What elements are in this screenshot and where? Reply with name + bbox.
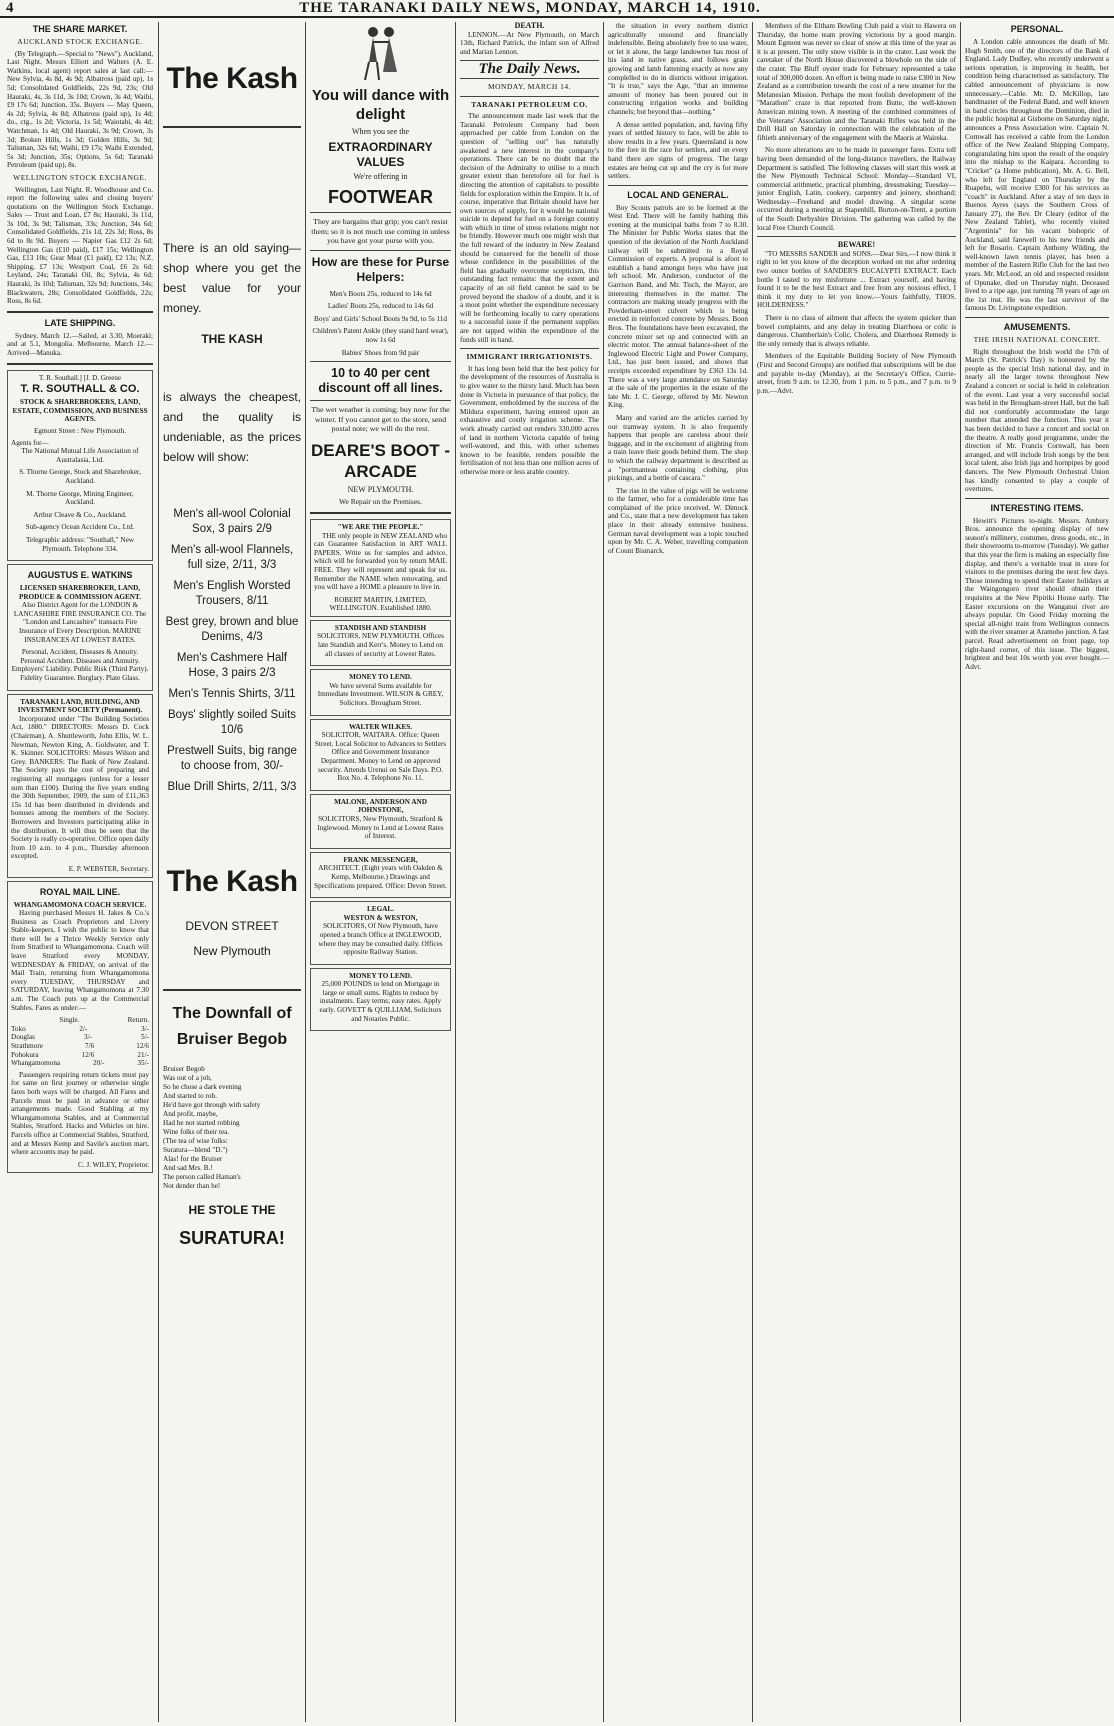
price-item: Men's all-wool Flannels, full size, 2/11, 3/3 <box>170 544 294 571</box>
irrigation-heading: IMMIGRANT IRRIGATIONISTS. <box>466 352 593 362</box>
column-rule <box>158 22 159 1722</box>
royal-mail-advert <box>7 881 153 1174</box>
devon-street: DEVON STREET <box>185 919 279 933</box>
column-local-news-continued <box>754 22 959 1722</box>
column-rule <box>960 22 961 1722</box>
irrigation-article: It has long been held that the best policy for the development of the resources of Australia is to give water to the thirsty land. Much has been done in Victoria in pursuance of that policy, the Government, emboldened by the success of the Mildura experiment, having entered upon an exhaustive and costly irrigation scheme. The work already carried out renders 330,000 acres of land in northern Victoria capable of being well-watered, and this, with other schemes known to be feasible, renders possible the fertilisation of not less than one million acres of otherwise more or less arable country. <box>460 364 599 476</box>
agent-item: Arthur Cleave & Co., Auckland. <box>33 510 127 519</box>
building-society-text: Incorporated under "The Building Societies Act, 1880." DIRECTORS: Messrs D. Cock (Chairman), A. Shuttleworth, John Ellis, W. L. Newman, Newton King, A. Goldwater, and T. K. Skinner. SOLICITORS: Messrs Wilson and Grey. BANKERS: The Bank of New Zealand. The Society pays the cost of preparing and registering all mortgages (unless for a lesser sum than £100). During the five years ending the 30th September, 1909, the sum of £11,363 15s 1d has been distributed in dividends and bonuses among the members of the Society. Borrowers and Investors participating alike in the distribution. It will thus be seen that the Society is really co-operative. Office open daily from 10 a.m. to 4 p.m., Thursday afternoon excepted. <box>11 714 149 861</box>
fares-header: Single. Return. <box>59 1016 149 1025</box>
royal-mail-subheading: WHANGAMOMONA COACH SERVICE. <box>13 900 147 909</box>
column-share-market <box>4 22 156 1722</box>
watkins-list: Personal, Accident, Diseases & Annuity. Personal Accident. Diseases and Annuity. Employers' Liability. Public Risk (Third Party). Fidelity Guarantee. Burglary. Plate Glass. <box>11 648 149 683</box>
price-item: Prestwell Suits, big range to choose from, 30/- <box>167 745 297 772</box>
offering-text: We're offering in <box>353 171 408 181</box>
kash-title-2: The Kash <box>166 865 298 898</box>
building-society-name: TARANAKI LAND, BUILDING, AND INVESTMENT SOCIETY (Permanent). <box>17 697 143 715</box>
discount-text: 10 to 40 per cent discount off all lines. <box>318 366 443 396</box>
agent-item: The National Mutual Life Association of Australasia, Ltd. <box>21 447 139 464</box>
southall-address: Egmont Street : New Plymouth. <box>33 426 127 435</box>
interesting-items-text: Hewitt's Pictures to-night. Messrs. Ambury Bros. announce the opening display of new season's millinery, costumes, dress goods, etc., in their showrooms to-morrow (Tuesday). We gather that this year the firm is making an especially fine display, and there's a veritable treat in store for visitors to the premises during the next few days. Those intending to spend their Easter holidays at the Waingongoro river should obtain their requisites at the New Pipiriki House early. The Easter excursions on the Wanganui river are always popular. On Good Friday morning the special all-night train from Wellington connects with the river steamer at Aramoho junction. A fast parcel. Read advertisement on front page, top right-hand corner, of this issue. The biggest, brightest and best 10s worth you ever bought.—Advt. <box>965 516 1109 671</box>
divider <box>460 96 599 97</box>
divider <box>965 498 1109 499</box>
divider <box>608 185 748 186</box>
kash-title: The Kash <box>166 62 298 95</box>
old-saying: There is an old saying—shop where you get the best value for your money. <box>163 241 301 315</box>
legal-heading: LEGAL. <box>367 905 394 914</box>
malone-text: SOLICITORS, New Plymouth, Stratford & Inglewood. Money to Lend at Lowest Rates of Interest. <box>317 814 444 841</box>
personal-heading: PERSONAL. <box>1010 24 1064 34</box>
extraordinary-values: EXTRAORDINARY VALUES <box>328 139 433 169</box>
share-market-heading: THE SHARE MARKET. <box>32 24 128 34</box>
divider <box>7 311 153 313</box>
building-society-signature: E. P. WEBSTER, Secretary. <box>68 864 149 873</box>
watkins-description: LICENSED SHAREBROKER, LAND, PRODUCE & COMMISSION AGENT. <box>18 584 142 601</box>
divider <box>460 78 599 79</box>
column-rule <box>455 22 456 1722</box>
local-news-text-2: No more alterations are to be made in passenger fares. Extra toll having been demanded of the long-distance travellers, the Railway Department is satisfied. The following classes will start this week at the New Plymouth Technical School: Monday—Standard VI, commercial arithmetic, practical plumbing, dressmaking; Tuesday—junior English, Latin, cookery, carpentry and joinery, shorthand; Wednesday—Freehand and model drawing. A singular scene occurred during a meeting at Stapenhill, Burton-on-Trent, a portion of the South Derbyshire Division. The gathering was called by the local Free Church Council. <box>757 146 956 232</box>
suratura-text: SURATURA! <box>179 1228 285 1248</box>
amusements-text: Right throughout the Irish world the 17th of March (St. Patrick's Day) is honoured by the people as the special Irish national day, and in nearly all the larger towns throughout New Zealand a concert or social is held in celebration of the event. Last year a very successful social was held in the Brougham-street Hall, but the hall did not comfortably accommodate the large number that attended the function. This year it has been decided to have a concert and social on the theatre. A really good programme, under the direction of Mr. Francis Cornwall, has been arranged, and will include Irish songs by the best local talent, also Irish jigs and hornpipes by good dancers. The New Plymouth Orchestral Union has kindly consented to play a couple of overtures. <box>965 347 1109 494</box>
wilkes-name: WALTER WILKES. <box>348 722 413 731</box>
stole-text: HE STOLE THE <box>188 1203 276 1217</box>
watkins-name: AUGUSTUS E. WATKINS <box>27 570 133 581</box>
money-heading: MONEY TO LEND. <box>349 673 412 682</box>
wall-papers-text: THE only people in NEW ZEALAND who can Guarantee Satisfaction in ART WALL PAPERS. Write us for samples and advice, which will be forwarded you by return MAIL FREE. They will represent and speak for us. Remember the NAME when renovating, and you will have a HOME a pleasure to live in. <box>314 531 447 592</box>
see-text: When you see the <box>351 127 410 136</box>
price-item: Men's Cashmere Half Hose, 3 pairs 2/3 <box>176 652 288 679</box>
money-text-2: 25,000 POUNDS to lend on Mortgage in large or small sums. Rights to reduce by instalments. Easy terms; easy rates. Apply early. GOVETT & QUILLIAM, Solicitors and Notaries Public. <box>319 980 442 1023</box>
boot-price: Boys' and Girls' School Boots 9s 9d, to 5s 11d <box>314 314 447 323</box>
messenger-advert <box>310 852 451 898</box>
divider <box>310 250 451 251</box>
page-number: 4 <box>6 0 15 16</box>
weston-text: SOLICITORS, Of New Plymouth, have opened a branch Office at INGLEWOOD, where they may be consulted daily. Offices opposite Railway Station. <box>318 922 443 957</box>
money-to-lend-advert-2 <box>310 968 451 1032</box>
deares-location: NEW PLYMOUTH. <box>347 484 414 494</box>
price-item: Men's Tennis Shirts, 3/11 <box>168 688 296 700</box>
money-to-lend-advert <box>310 669 451 715</box>
kash-word: THE KASH <box>201 332 263 346</box>
irrigation-continued-2: A dense settled population, and, having fifty years of settled history to face, will be able to show results in a few years. Queensland is now to the fore in the race for settlers, and on every hand there are signs of progress. The large estates are being cut up and the cry is for more settlers. <box>608 120 748 181</box>
agent-item: Sub-agency Ocean Accident Co., Ltd. <box>25 523 135 532</box>
money-heading-2: MONEY TO LEND. <box>349 971 412 980</box>
shipping-heading: LATE SHIPPING. <box>44 317 116 328</box>
begob-poem: Bruiser Begob Was out of a job, So he chose a dark evening And started to rob. He'd have got through with safety And profit, maybe, Had he not started robbing Wine folks of their tea. (The tea of wise folks: Suratura—blend "D.") Alas! for the Bruiser And sad Mrs. B.! The person called Haman's Not dender than he! <box>163 1065 261 1190</box>
messenger-text: ARCHITECT. (Eight years with Oakden & Kemp, Melbourne.) Drawings and Specifications prepared. Office: Devon Street. <box>314 864 447 890</box>
repair-text: We Repair on the Premises. <box>339 497 422 507</box>
dancing-couple-illustration <box>351 22 411 82</box>
fare-row: Whangamomona 20/- 35/- <box>11 1059 149 1068</box>
column-rule <box>603 22 604 1722</box>
price-item: Best grey, brown and blue Denims, 4/3 <box>165 616 299 643</box>
price-list <box>163 507 301 795</box>
petroleum-heading: TARANAKI PETROLEUM CO. <box>471 99 588 109</box>
column-rule <box>305 22 306 1722</box>
divider <box>310 212 451 213</box>
death-heading: DEATH. <box>514 22 545 30</box>
wall-papers-advert <box>310 519 451 617</box>
dance-headline: You will dance with delight <box>311 87 450 123</box>
building-society-advert <box>7 694 153 878</box>
wilkes-text: SOLICITOR, WAITARA. Office: Queen Street. Local Solicitor to Advances to Settlers Office and Government Insurance Department. Money to Lend on approved security. Attends Urenui on Sale Days. P.O. Box No. 4. Telephone No. 11. <box>314 731 447 783</box>
southall-firm: T. R. SOUTHALL & CO. <box>20 383 140 396</box>
fare-row: Toko 2/- 3/- <box>11 1024 149 1033</box>
wall-papers-signature: ROBERT MARTIN, LIMITED, WELLINGTON. Established 1880. <box>329 595 432 613</box>
bargains-text: They are bargains that grip; you can't resist them; so it is not much use coming in unless you have got your purse with you. <box>311 217 450 246</box>
cheapest-text: is always the cheapest, and the quality is undeniable, as the prices below will show: <box>163 390 301 464</box>
newspaper-title: THE TARANAKI DAILY NEWS, MONDAY, MARCH 14, 1910. <box>299 0 761 16</box>
boot-price: Babies' Shoes from 9d pair <box>341 348 420 357</box>
agents-label: Agents for— <box>11 438 49 447</box>
weston-name: WESTON & WESTON, <box>343 913 418 922</box>
column-rule <box>752 22 753 1722</box>
purse-helpers-heading: How are these for Purse Helpers: <box>311 254 450 284</box>
column-kash-advert <box>160 22 304 1722</box>
royal-mail-text: Having purchased Messrs H. Jakes & Co.'s Business as Coach Proprietors and Livery Stable-keepers, I wish the public to know that there will be a Thrice Weekly Service only from Stratford to Whangamomona. Coach will leave Stratford every MONDAY, WEDNESDAY & FRIDAY, on arrival of the Mail Train, returning from Whangamomona every TUESDAY, THURSDAY and SATURDAY, leaving Whangamomona at 7.30 a.m. The Coach puts up at the Commercial Stables. Fares as under:— <box>11 909 149 1012</box>
royal-mail-signature: C. J. WILEY, Proprietor. <box>77 1160 149 1169</box>
beware-heading: BEWARE! <box>837 240 876 250</box>
standish-advert <box>310 620 451 666</box>
paper-nameplate: The Daily News. <box>478 61 581 78</box>
price-item: Men's English Worsted Trousers, 8/11 <box>173 580 291 607</box>
wall-papers-heading: "WE ARE THE PEOPLE." <box>337 522 424 531</box>
royal-mail-text-2: Passengers requiring return tickets must pay for same on first journey or otherwise single fares both ways will be charged. All Fares and Parcels must be paid in advance or other arrangements made. Good Stabling at my Whangamomona Stables, and at Commercial Stables, Stratford. Hacks and Vehicles on hire. Parcels office at Commercial Stables, Stratford, and at Messrs Kemp and Savile's auction mart, where accounts may be paid. <box>11 1070 149 1157</box>
petroleum-article: The announcement made last week that the Taranaki Petroleum Company had been approached per cable from London on the question of "selling out" has naturally awakened a new interest in the company's operations. There can be no doubt that the decision of the Admiralty to utilise to a much greater extent than heretofore oil for fuel is directing the attention of capitalists to possible fields for exploration within the Empire. It is, of course, imperative that Britain should have her own sources of supply, for it would be national suicide to depend for fuel on a foreign country with which in time of stress relations might not be friendly. However much one might wish that the full reward of the industry in New Zealand should be conserved for the benefit of those whose confidence in the possibilities of the field has gradually overcome scepticism, this outstanding fact remains: that the extent and capacity of an oil field cannot be said to be proved beyond the shadow of a doubt, and it is a moot point whether the expenditure necessary will be forthcoming locally to carry operations to a successful issue if the permanent supplies are not tapped within the expenditure of the funds still in hand. <box>460 112 599 344</box>
death-notice: LENNON.—At New Plymouth, on March 13th, Richard Patrick, the infant son of Alfred and Marian Lennon. <box>460 30 599 56</box>
wet-weather-text: The wet weather is coming; buy now for the winter. If you cannot get to the store, send postal note; we will do the rest. <box>311 405 450 434</box>
standish-text: SOLICITORS, NEW PLYMOUTH. Offices late Standish and Kerr's. Money to Lend on all classes of security at Lowest Rates. <box>317 632 444 658</box>
money-text: We have several Sums available for Immediate Investment. WILSON & GREY, Solicitors. Brougham Street. <box>317 681 444 708</box>
beware-text: "TO MESSRS SANDER and SONS.—Dear Sirs,—I now think it right to let you know of the deception worked on me after ordering two ounce bottles of SANDER'S EUCALYPTI EXTRACT. Each bottle I tasted to my misfortune ... Extract yourself, and having found it to be the best Extract and free from any noxious effect, I think it my duty to let you know.—Yours faithfully, THOS. HOLDERNESS." <box>757 249 956 310</box>
divider <box>310 512 451 514</box>
agent-item: M. Thorne George, Mining Engineer, Auckland. <box>26 489 134 507</box>
southall-names: T. R. Southall.] [J. D. Greene <box>39 373 121 382</box>
irish-concert-heading: THE IRISH NATIONAL CONCERT. <box>973 335 1101 344</box>
shipping-report: Sydney, March 12.—Sailed, at 3.30, Moeraki; and at 5.1, Mongolia. Melbourne, March 12.—Arrived—Manuka. <box>7 331 153 357</box>
wellington-report: Wellington, Last Night. R. Woodhouse and Co. report the following sales and closing buyers' quotations on the Wellington Stock Exchange. Sales — Trust and Loan, £7 8s; Hauraki, 3s 11d, 3s 10d, 3s 9d; Talisman, 33s; Junction, 34s 6d; Consolidated Goldfields, 21s 1d, 22s 3d; Ross, 8s 6d to 8s 9d. Buyers — Napier Gas £12 2s 6d; Wellington Gas (£10 paid), £17 15s; Wellington Gas, £13 10s; Gear Meat (£1 paid), £2 13s; N.Z. Shipping, £7 13s; Westport Coal, £6 2s 6d; Leyland, 24s; Taranaki Oil, 8s; Sylvia, 4s 6d; Hauraki, 3s 10d; Talisman, 32s 9d; Junctions, 34s; Blackwaters, 28s; Consolidated Goldfields, 22s; Ross, 8s 6d. <box>7 185 153 306</box>
watkins-text: Also District Agent for the LONDON & LANCASHIRE FIRE INSURANCE CO. The "London and Lancashire" transacts Fire Insurance of Every Description. MARINE INSURANCES AT LOWEST RATES. <box>13 601 147 644</box>
wellington-subheading: WELLINGTON STOCK EXCHANGE. <box>13 172 147 182</box>
wilkes-advert <box>310 719 451 791</box>
column-local-news <box>605 22 751 1722</box>
column-editorial <box>457 22 602 1722</box>
divider <box>163 126 301 128</box>
price-item: Boys' slightly soiled Suits 10/6 <box>167 709 297 736</box>
agent-item: S. Thorne George, Stock and Sharebroker, Auckland. <box>19 468 141 485</box>
amusements-heading: AMUSEMENTS. <box>1003 322 1071 332</box>
royal-mail-name: ROYAL MAIL LINE. <box>39 886 121 897</box>
column-deares-advert <box>307 22 454 1722</box>
new-plymouth: New Plymouth <box>193 944 271 958</box>
auckland-report: (By Telegraph.—Special to "News"). Auckland, Last Night. Messrs Elliott and Walters (A. E. Watkins, local agent) report sales at last call:—New Sylvia, 4s 8d, 4s 9d; Albatross (paid up), 1s 5d; Consolidated Goldfields, 22s 9d, 23s; Old Hauraki, 4s, 3s 11d, 3s 10d; Crown, 3s 4d; Waihi, £9 17s 6d; Junction, 35s. Buyers — May Queen, 4s 2d; Sylvia, 4s 8d; Albatross (paid up), 1s 4d; do., ctg., 1s 2d; Victoria, 1s 5d; Waiotahi, 4s 4d; Watchman, 1s 4d; Old Hauraki, 3s 9d; Crown, 3s 3d; Broken Hills, 1s 3d; Golden Hills, 3s 9d; Talisman, 32s 6d; Waihi, £9 17s; Waihi Extended, 5s 3d; Junction, 35s; Options, 5s 6d; Taranaki Petroleum (paid up), 8s. <box>7 49 153 170</box>
divider <box>310 400 451 401</box>
divider <box>7 363 153 365</box>
editorial-date: MONDAY, MARCH 14. <box>487 81 572 91</box>
column-personal <box>962 22 1112 1722</box>
boot-price: Men's Boots 25s, reduced to 14s 6d <box>329 289 432 298</box>
southall-description: STOCK & SHAREBROKERS, LAND, ESTATE, COMMISSION, AND BUSINESS AGENTS. <box>12 398 148 424</box>
deares-boot-arcade: DEARE'S BOOT - ARCADE <box>310 440 451 481</box>
price-item: Men's all-wool Colonial Sox, 3 pairs 2/9 <box>173 508 291 535</box>
divider <box>965 317 1109 318</box>
fare-row: Pohokura 12/6 21/- <box>11 1050 149 1059</box>
personal-text: A London cable announces the death of Mr. Hugh Smith, one of the directors of the Bank of England. Lady Dudley, who recently underwent a serious operation, is improving in health, her condition being characterised as satisfactory. The cabled announcement of physicians is now unnecessary.—Cable. Mr. D. McKillop, late bandmaster of the Federal Band, and well known in band circles throughout the Dominion, died in the public hospital at Gisborne on Saturday night, announces a Press Association wire. Captain N. Cornwall has received a cable from the London office of the New Zealand Shipping Company, congratulating him upon the result of the enquiry into the mishap to the Kaipara. According to "Cricket" (a Home publication), Mr. A. G. Bell, who left for England on Thursday by the Ruapehu, will receive £300 for his services as "coach" in Auckland. After a stay of ten days in Buenos Ayres (says the Southern Cross of January 27), the Rev. Dr Cleary (editor of the New Zealand Tablet), who recently visited "Argentinia" for his vacant bishopric of Auckland, said farewell to his new friends and left for Rosario. Captain Anthony Wilding, the well-known lawn tennis player, has been a member of the Eastern Rifle Club for the last two years. Mr. McLeod, an old and respected resident of Opunake, died on Thursday night. Deceased lived to a ripe age, just turning 78 years of age on the 1st inst. He was the last survivor of the famous Dr. Livingstone expedition. <box>965 38 1109 313</box>
masthead <box>0 0 1114 18</box>
malone-name: MALONE, ANDERSON AND JOHNSTONE, <box>334 797 427 815</box>
divider <box>460 348 599 349</box>
fare-row: Douglas 3/- 5/- <box>11 1033 149 1042</box>
divider <box>757 236 956 237</box>
watkins-advert <box>7 564 153 691</box>
price-item: Blue Drill Shirts, 2/11, 3/3 <box>167 781 297 793</box>
local-general-text-3: The rise in the value of pigs will be welcome to the farmer, who for a considerable time has complained of the price received. W. Dimock and Co., state that a new development has taken place in their already extensive business. German naval development was a topic touched upon by Mr. C. A. Weber, travelling companion of Count Bismarck. <box>608 486 748 555</box>
downfall-headline: The Downfall of Bruiser Begob <box>172 1005 292 1048</box>
fare-row: Strathmore 7/6 12/6 <box>11 1042 149 1050</box>
legal-advert <box>310 901 451 965</box>
malone-advert <box>310 794 451 849</box>
local-general-heading: LOCAL AND GENERAL. <box>627 189 729 200</box>
southall-advert <box>7 370 153 562</box>
messenger-name: FRANK MESSENGER, <box>343 855 418 864</box>
local-general-text-2: Many and varied are the articles carried by our tramway system. It is also frequently happens that people are careless about their luggage, and in the excitement of alighting from a train leave their goods behind them. The shop to which the railway department is described as a "portmanteau containing clothing, plus pickings, and a bottle of cascara." <box>608 413 748 483</box>
irrigation-continued: the situation in every northern district agriculturally unsound and financially indefensible. Being absolutely free to use water, or let it alone, the large landowner has most of his land in native grass, and follows grain growing and lamb fattening exactly as now any complelled to do in districts without irrigation. "It is true," says the Age, "that an immense amount of money has been poured out in constructing irrigation works and building channels; but beyond that—nothing." <box>608 22 748 116</box>
boot-price: Children's Patent Ankle (they stand hard wear), now 1s 6d <box>312 327 449 345</box>
boot-price: Ladies' Boots 25s, reduced to 14s 6d <box>327 302 434 311</box>
interesting-items-heading: INTERESTING ITEMS. <box>990 502 1084 513</box>
colic-text: There is no class of ailment that affects the system quicker than bowel complaints, and any delay in treating Diarrhoea or colic is dangerous. Chamberlain's Colic, Cholera, and Diarrhoea Remedy is the only remedy that is always reliable. <box>757 314 956 348</box>
divider <box>310 361 451 362</box>
divider <box>163 989 301 991</box>
standish-name: STANDISH AND STANDISH <box>334 623 427 632</box>
local-news-text: Members of the Eltham Bowling Club paid a visit to Hawera on Thursday, the home team proving victorious by a good margin. Mount Egmont was never so clear of snow at this time of the year as it is at present. The only snow visible is in the crater. Last week the caretaker of the North House discovered a blowhole on the side of the crater. The Bluff oyster trade for February represented a take total of 300,000 dozen. An effort is being made to raise £300 in New Zealand as a contribution towards the cost of a new steamer for the Melanesian Mission. Perhaps the most foolish development of the "Marathon" craze is that reported from Butte, the well-known American mining town. A meeting of the combined committees of the Veterans' Association and the Taranaki Rifles was held in the Drill Hall on Saturday in connection with the celebration of the fiftieth anniversary of the engagement with the Maoris at Waireka. <box>757 22 956 142</box>
local-general-text: Boy Scouts patrols are to be formed at the West End. There will be family bathing this evening at the municipal baths from 7 to 8.30. The Minister for Public Works states that the question of the deviation of the North Auckland railway will be submitted to a Royal Commission of experts. A proposal is afoot to establish a band amongst boys who have just left school. Mr. Anderson, conductor of the Garrison Band, and Mr. Tisch, the Mayor, are interesting themselves in the matter. The contractors are making steady progress with the Powderham-street culvert which is being erected in reinforced concrete by Messrs. Boon Bros. The foundations have been excavated, the concrete mixer set up and connected with an electric motor. The annual balance-sheet of the Inglewood Electric Light and Power Company, Ltd., has just been issued, and shows that receipts exceeded expenditure by £363 13s 1d. There was a very large attendance on Saturday at the sale of the properties in the estate of the late Mr. J. C. George, offered by Mr. Newton King. <box>608 203 748 410</box>
auckland-subheading: AUCKLAND STOCK EXCHANGE. <box>17 37 143 46</box>
building-society-notice: Members of the Equitable Building Society of New Plymouth (First and Second Groups) are notified that subscriptions will be due and payable to-day (Monday), at the Secretary's Office, Currie-street, from 9 a.m. to 12.30, from 1 p.m. to 5 p.m., and 7 p.m. to 9 p.m.—Advt. <box>757 352 956 395</box>
southall-telegraph: Telegraphic address: "Southall," New Plymouth. Telephone 334. <box>26 535 134 553</box>
footwear-heading: FOOTWEAR <box>328 187 433 208</box>
